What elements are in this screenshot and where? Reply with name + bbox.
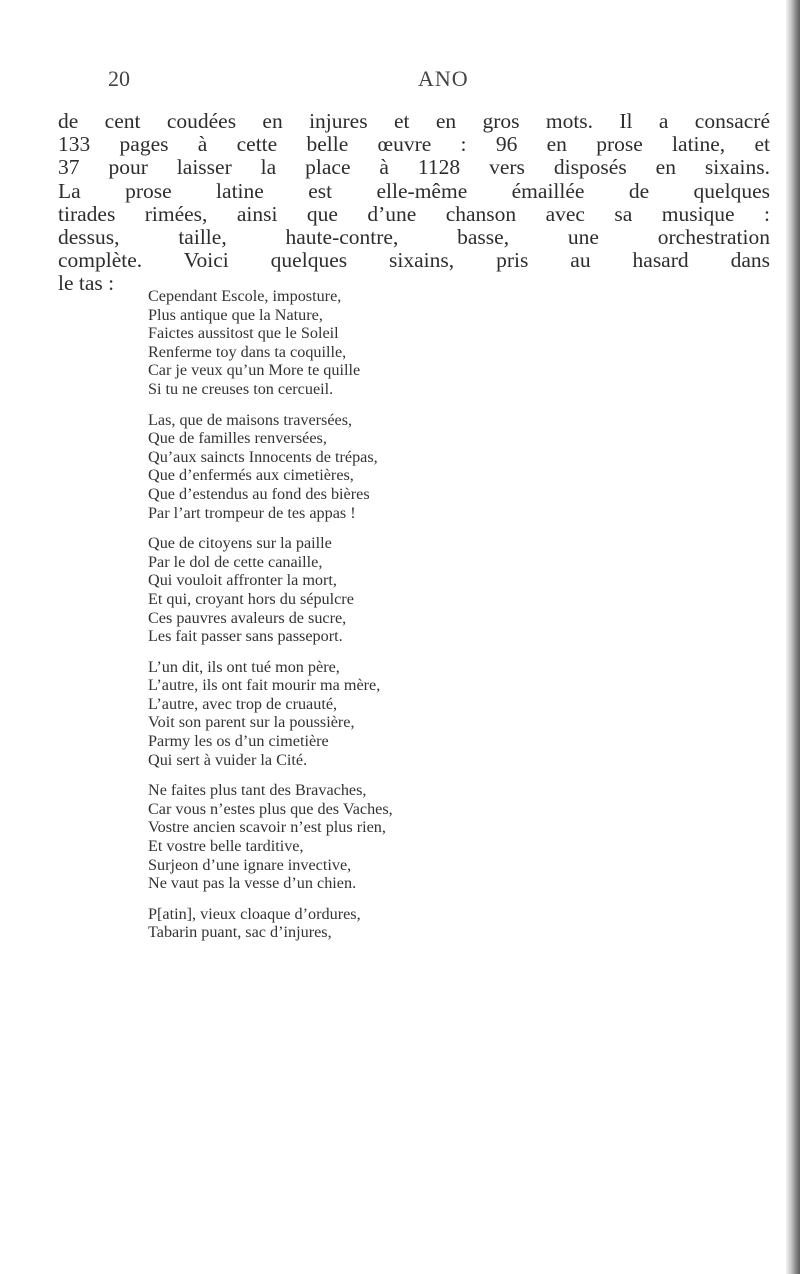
verse-line: Car vous n’estes plus que des Vaches, [148, 799, 393, 818]
verse-line: Faictes aussitost que le Soleil [148, 324, 339, 343]
verse-line: Ne faites plus tant des Bravaches, [148, 781, 367, 800]
page-edge-shadow [786, 0, 800, 1274]
prose-line: tirades rimées, ainsi que d’une chanson avec sa musique : [58, 202, 770, 226]
verse-line: Parmy les os d’un cimetière [148, 732, 329, 751]
verse-line: Ces pauvres avaleurs de sucre, [148, 608, 347, 627]
verse-line: Que de citoyens sur la paille [148, 534, 332, 553]
stanza [148, 534, 758, 646]
verse-line: Vostre ancien scavoir n’est plus rien, [148, 818, 386, 837]
verse-line: Par le dol de cette canaille, [148, 552, 323, 571]
verse-line: Que de familles renversées, [148, 429, 327, 448]
verse-line: Et qui, croyant hors du sépulcre [148, 589, 354, 608]
verse-line: Surjeon d’une ignare invective, [148, 855, 352, 874]
verse-line: Plus antique que la Nature, [148, 305, 323, 324]
prose-paragraph [58, 110, 770, 296]
prose-line: dessus, taille, haute-contre, basse, une orchestration [58, 226, 770, 250]
stanza [148, 781, 758, 893]
verse-line: Qui sert à vuider la Cité. [148, 750, 308, 769]
verse-line: Tabarin puant, sac d’injures, [148, 923, 332, 942]
verse-line: Car je veux qu’un More te quille [148, 361, 361, 380]
verse-line: Et vostre belle tarditive, [148, 837, 304, 856]
page-header [0, 66, 800, 96]
verse-line: P[atin], vieux cloaque d’ordures, [148, 904, 361, 923]
page-number: 20 [108, 66, 130, 91]
verse-line: Que d’enfermés aux cimetières, [148, 466, 354, 485]
verse-line: L’un dit, ils ont tué mon père, [148, 657, 340, 676]
poem-excerpt [148, 287, 758, 954]
verse-line: Qu’aux saincts Innocents de trépas, [148, 447, 378, 466]
verse-line: Si tu ne creuses ton cercueil. [148, 379, 334, 398]
verse-line: Que d’estendus au fond des bières [148, 484, 370, 503]
verse-line: Cependant Escole, imposture, [148, 287, 342, 305]
verse-line: Las, que de maisons traversées, [148, 410, 353, 429]
prose-line: de cent coudées en injures et en gros mots. Il a consacré [58, 110, 770, 133]
stanza [148, 658, 758, 770]
prose-line: La prose latine est elle-même émaillée de quelques [58, 179, 770, 203]
stanza [148, 287, 758, 399]
verse-line: Ne vaut pas la vesse d’un chien. [148, 874, 357, 893]
verse-line: Renferme toy dans ta coquille, [148, 342, 347, 361]
verse-line: L’autre, avec trop de cruauté, [148, 694, 338, 713]
verse-line: Les fait passer sans passeport. [148, 627, 343, 646]
prose-line: le tas : [58, 272, 115, 296]
prose-line: complète. Voici quelques sixains, pris au hasard dans [58, 249, 770, 273]
verse-line: L’autre, ils ont fait mourir ma mère, [148, 676, 381, 695]
prose-line: 37 pour laisser la place à 1128 vers disposés en sixains. [58, 156, 770, 180]
verse-line: Voit son parent sur la poussière, [148, 713, 355, 732]
prose-line: 133 pages à cette belle œuvre : 96 en prose latine, et [58, 133, 770, 157]
stanza [148, 411, 758, 523]
running-head: ANO [418, 66, 469, 91]
verse-line: Qui vouloit affronter la mort, [148, 571, 337, 590]
verse-line: Par l’art trompeur de tes appas ! [148, 503, 356, 522]
stanza [148, 905, 758, 942]
